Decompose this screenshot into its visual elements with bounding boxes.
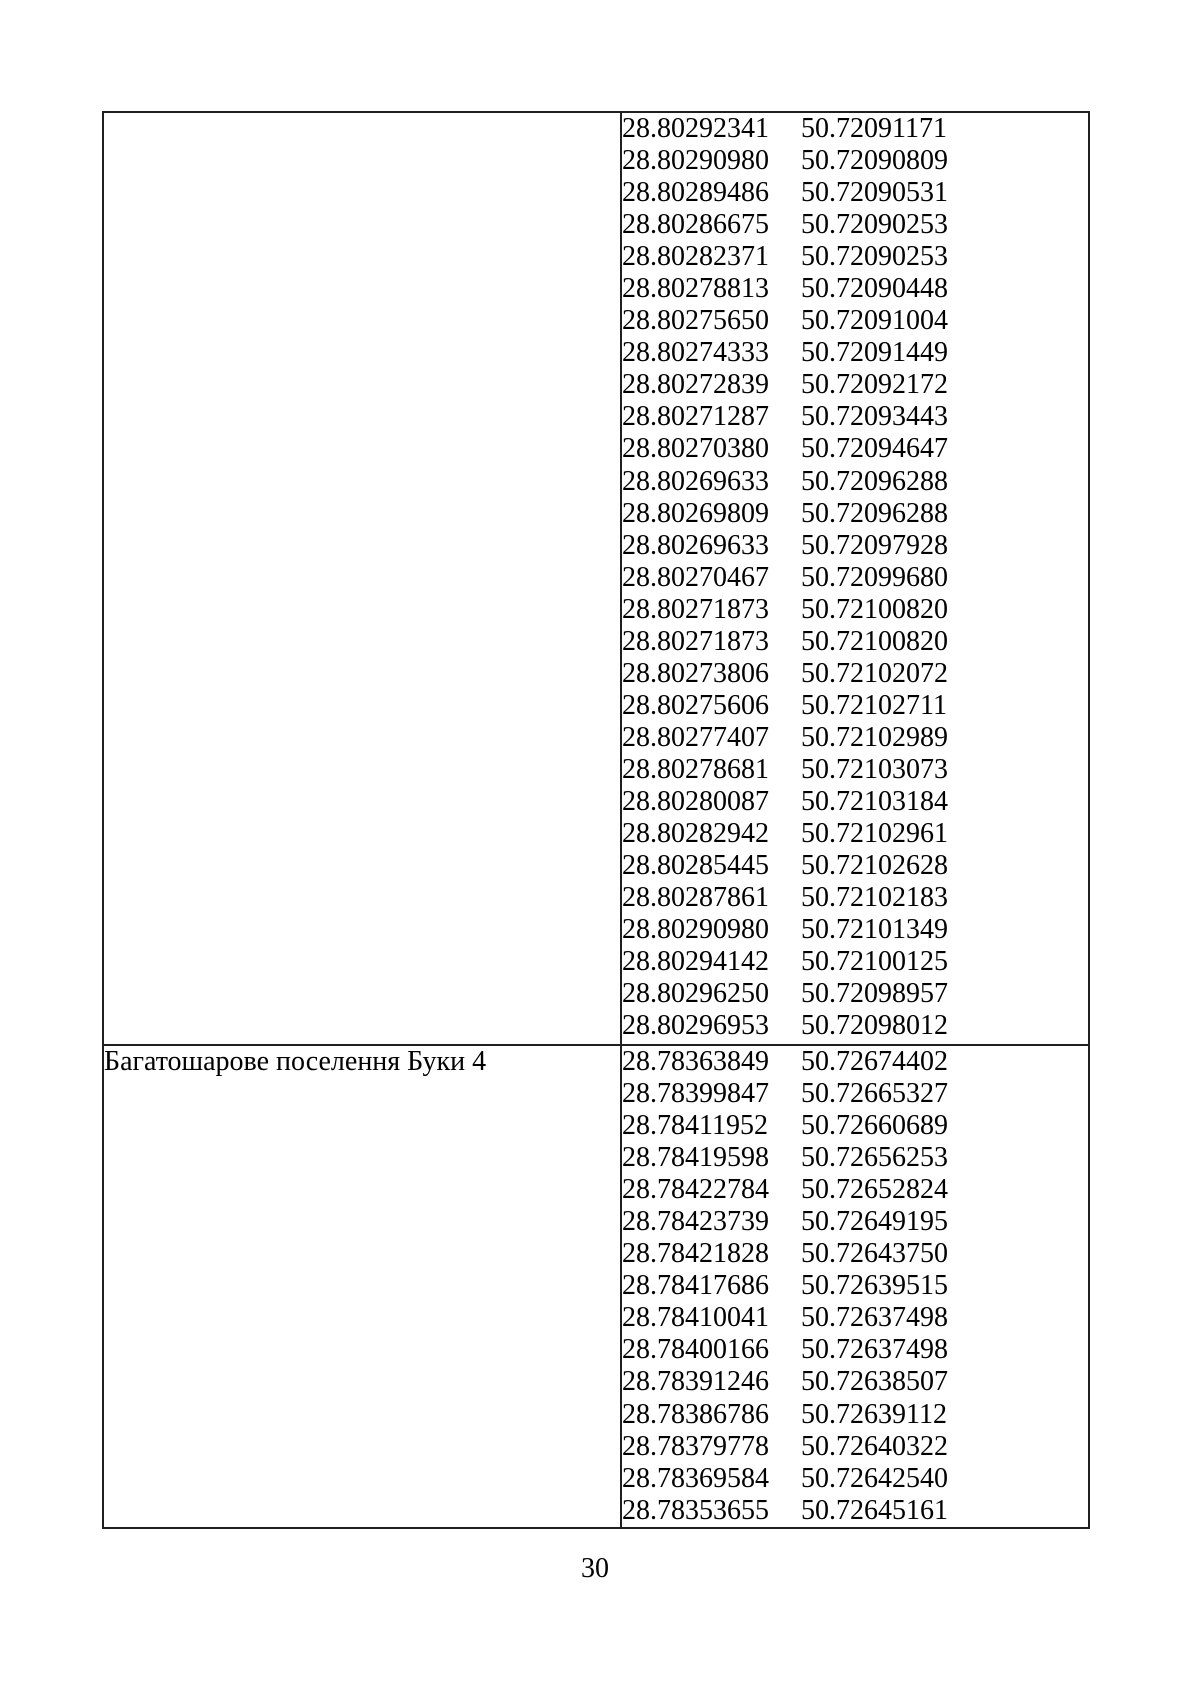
- longitude-value: 28.80296250: [622, 978, 769, 1010]
- longitude-value: 28.78379778: [622, 1430, 769, 1462]
- latitude-value: 50.72102961: [801, 818, 948, 850]
- longitude-value: 28.78369584: [622, 1462, 769, 1494]
- latitude-value: 50.72103184: [801, 785, 948, 817]
- longitude-value: 28.78410041: [622, 1302, 769, 1334]
- longitude-value: 28.80271287: [622, 401, 769, 433]
- longitude-value: 28.80294142: [622, 946, 769, 978]
- longitude-value: 28.80282371: [622, 241, 769, 273]
- latitude-value: 50.72093443: [801, 401, 948, 433]
- latitude-value: 50.72090531: [801, 177, 948, 209]
- longitude-value: 28.78422784: [622, 1174, 769, 1206]
- longitude-value: 28.80278813: [622, 273, 769, 305]
- coordinate-pair-line: [622, 1463, 1088, 1495]
- coordinate-pair-line: [622, 1270, 1088, 1302]
- latitude-value: 50.72090253: [801, 209, 948, 241]
- latitude-value: 50.72639515: [801, 1270, 948, 1302]
- coordinate-pair-line: [622, 1206, 1088, 1238]
- latitude-value: 50.72092172: [801, 369, 948, 401]
- coordinate-pair-line: [622, 1046, 1088, 1078]
- longitude-value: 28.78391246: [622, 1366, 769, 1398]
- latitude-value: 50.72642540: [801, 1462, 948, 1494]
- coordinates-table: [102, 111, 1090, 1529]
- coordinate-pair-line: [622, 498, 1088, 530]
- longitude-value: 28.80275606: [622, 689, 769, 721]
- longitude-value: 28.78417686: [622, 1270, 769, 1302]
- longitude-value: 28.78419598: [622, 1142, 769, 1174]
- latitude-value: 50.72102989: [801, 721, 948, 753]
- latitude-value: 50.72102183: [801, 882, 948, 914]
- latitude-value: 50.72638507: [801, 1366, 948, 1398]
- longitude-value: 28.78353655: [622, 1494, 769, 1526]
- latitude-value: 50.72645161: [801, 1494, 948, 1526]
- latitude-value: 50.72637498: [801, 1334, 948, 1366]
- longitude-value: 28.80280087: [622, 785, 769, 817]
- coordinate-pair-line: [622, 241, 1088, 273]
- latitude-value: 50.72649195: [801, 1206, 948, 1238]
- longitude-value: 28.80270467: [622, 561, 769, 593]
- coordinate-pair-line: [622, 562, 1088, 594]
- coordinate-pair-line: [622, 1495, 1088, 1527]
- latitude-value: 50.72101349: [801, 914, 948, 946]
- latitude-value: 50.72091449: [801, 337, 948, 369]
- latitude-value: 50.72660689: [801, 1110, 948, 1142]
- table-row: [103, 112, 1089, 1045]
- longitude-value: 28.80272839: [622, 369, 769, 401]
- latitude-value: 50.72674402: [801, 1046, 948, 1077]
- site-name-cell: [103, 112, 621, 1045]
- latitude-value: 50.72098012: [801, 1010, 948, 1042]
- longitude-value: 28.80269633: [622, 465, 769, 497]
- coordinate-pair-line: [622, 177, 1088, 209]
- longitude-value: 28.80285445: [622, 850, 769, 882]
- latitude-value: 50.72640322: [801, 1430, 948, 1462]
- latitude-value: 50.72097928: [801, 529, 948, 561]
- coordinate-pair-line: [622, 1110, 1088, 1142]
- longitude-value: 28.80274333: [622, 337, 769, 369]
- longitude-value: 28.78386786: [622, 1398, 769, 1430]
- coordinate-pair-line: [622, 594, 1088, 626]
- coordinate-pair-line: [622, 786, 1088, 818]
- latitude-value: 50.72096288: [801, 465, 948, 497]
- coordinate-pair-line: [622, 1334, 1088, 1366]
- coordinates-cell: [621, 1045, 1089, 1528]
- coordinate-pair-line: [622, 466, 1088, 498]
- latitude-value: 50.72096288: [801, 497, 948, 529]
- latitude-value: 50.72100125: [801, 946, 948, 978]
- latitude-value: 50.72637498: [801, 1302, 948, 1334]
- coordinate-pair-line: [622, 850, 1088, 882]
- coordinate-pair-line: [622, 145, 1088, 177]
- longitude-value: 28.80271873: [622, 625, 769, 657]
- coordinate-pair-line: [622, 369, 1088, 401]
- longitude-value: 28.80278681: [622, 753, 769, 785]
- coordinate-pair-line: [622, 1238, 1088, 1270]
- latitude-value: 50.72099680: [801, 561, 948, 593]
- longitude-value: 28.80277407: [622, 721, 769, 753]
- coordinate-pair-line: [622, 1366, 1088, 1398]
- coordinate-pair-line: [622, 1431, 1088, 1463]
- longitude-value: 28.80292341: [622, 113, 769, 144]
- coordinate-pair-line: [622, 1010, 1088, 1042]
- latitude-value: 50.72643750: [801, 1238, 948, 1270]
- longitude-value: 28.80273806: [622, 657, 769, 689]
- coordinate-pair-line: [622, 754, 1088, 786]
- longitude-value: 28.80290980: [622, 914, 769, 946]
- latitude-value: 50.72639112: [801, 1398, 947, 1430]
- latitude-value: 50.72098957: [801, 978, 948, 1010]
- latitude-value: 50.72091004: [801, 305, 948, 337]
- coordinate-pair-line: [622, 401, 1088, 433]
- latitude-value: 50.72090448: [801, 273, 948, 305]
- coordinates-cell: [621, 112, 1089, 1045]
- latitude-value: 50.72102072: [801, 657, 948, 689]
- coordinate-pair-line: [622, 433, 1088, 465]
- longitude-value: 28.78411952: [622, 1110, 768, 1142]
- latitude-value: 50.72094647: [801, 433, 948, 465]
- longitude-value: 28.80269809: [622, 497, 769, 529]
- longitude-value: 28.80269633: [622, 529, 769, 561]
- longitude-value: 28.80271873: [622, 593, 769, 625]
- latitude-value: 50.72091171: [801, 113, 947, 144]
- coordinate-pair-line: [622, 818, 1088, 850]
- coordinate-pair-line: [622, 1399, 1088, 1431]
- coordinate-pair-line: [622, 337, 1088, 369]
- latitude-value: 50.72656253: [801, 1142, 948, 1174]
- coordinate-pair-line: [622, 113, 1088, 145]
- page-number: 30: [581, 1553, 609, 1584]
- coordinate-pair-line: [622, 209, 1088, 241]
- longitude-value: 28.80282942: [622, 818, 769, 850]
- longitude-value: 28.78421828: [622, 1238, 769, 1270]
- longitude-value: 28.80290980: [622, 145, 769, 177]
- longitude-value: 28.80270380: [622, 433, 769, 465]
- latitude-value: 50.72090809: [801, 145, 948, 177]
- latitude-value: 50.72652824: [801, 1174, 948, 1206]
- coordinate-pair-line: [622, 1078, 1088, 1110]
- longitude-value: 28.80296953: [622, 1010, 769, 1042]
- longitude-value: 28.78423739: [622, 1206, 769, 1238]
- coordinate-pair-line: [622, 530, 1088, 562]
- coordinate-pair-line: [622, 1302, 1088, 1334]
- coordinate-pair-line: [622, 1174, 1088, 1206]
- latitude-value: 50.72100820: [801, 625, 948, 657]
- coordinate-pair-line: [622, 626, 1088, 658]
- coordinate-pair-line: [622, 658, 1088, 690]
- latitude-value: 50.72103073: [801, 753, 948, 785]
- coordinate-pair-line: [622, 914, 1088, 946]
- longitude-value: 28.78400166: [622, 1334, 769, 1366]
- longitude-value: 28.80287861: [622, 882, 769, 914]
- latitude-value: 50.72665327: [801, 1078, 948, 1110]
- coordinate-pair-line: [622, 722, 1088, 754]
- longitude-value: 28.80275650: [622, 305, 769, 337]
- latitude-value: 50.72090253: [801, 241, 948, 273]
- coordinate-pair-line: [622, 273, 1088, 305]
- longitude-value: 28.80286675: [622, 209, 769, 241]
- longitude-value: 28.78399847: [622, 1078, 769, 1110]
- latitude-value: 50.72100820: [801, 593, 948, 625]
- longitude-value: 28.78363849: [622, 1046, 769, 1077]
- coordinate-pair-line: [622, 978, 1088, 1010]
- coordinate-pair-line: [622, 946, 1088, 978]
- latitude-value: 50.72102711: [801, 689, 947, 721]
- coordinate-pair-line: [622, 305, 1088, 337]
- coordinate-pair-line: [622, 882, 1088, 914]
- coordinate-pair-line: [622, 1142, 1088, 1174]
- longitude-value: 28.80289486: [622, 177, 769, 209]
- table-row: [103, 1045, 1089, 1528]
- latitude-value: 50.72102628: [801, 850, 948, 882]
- site-name-cell: Багатошарове поселення Буки 4: [103, 1045, 621, 1528]
- coordinate-pair-line: [622, 690, 1088, 722]
